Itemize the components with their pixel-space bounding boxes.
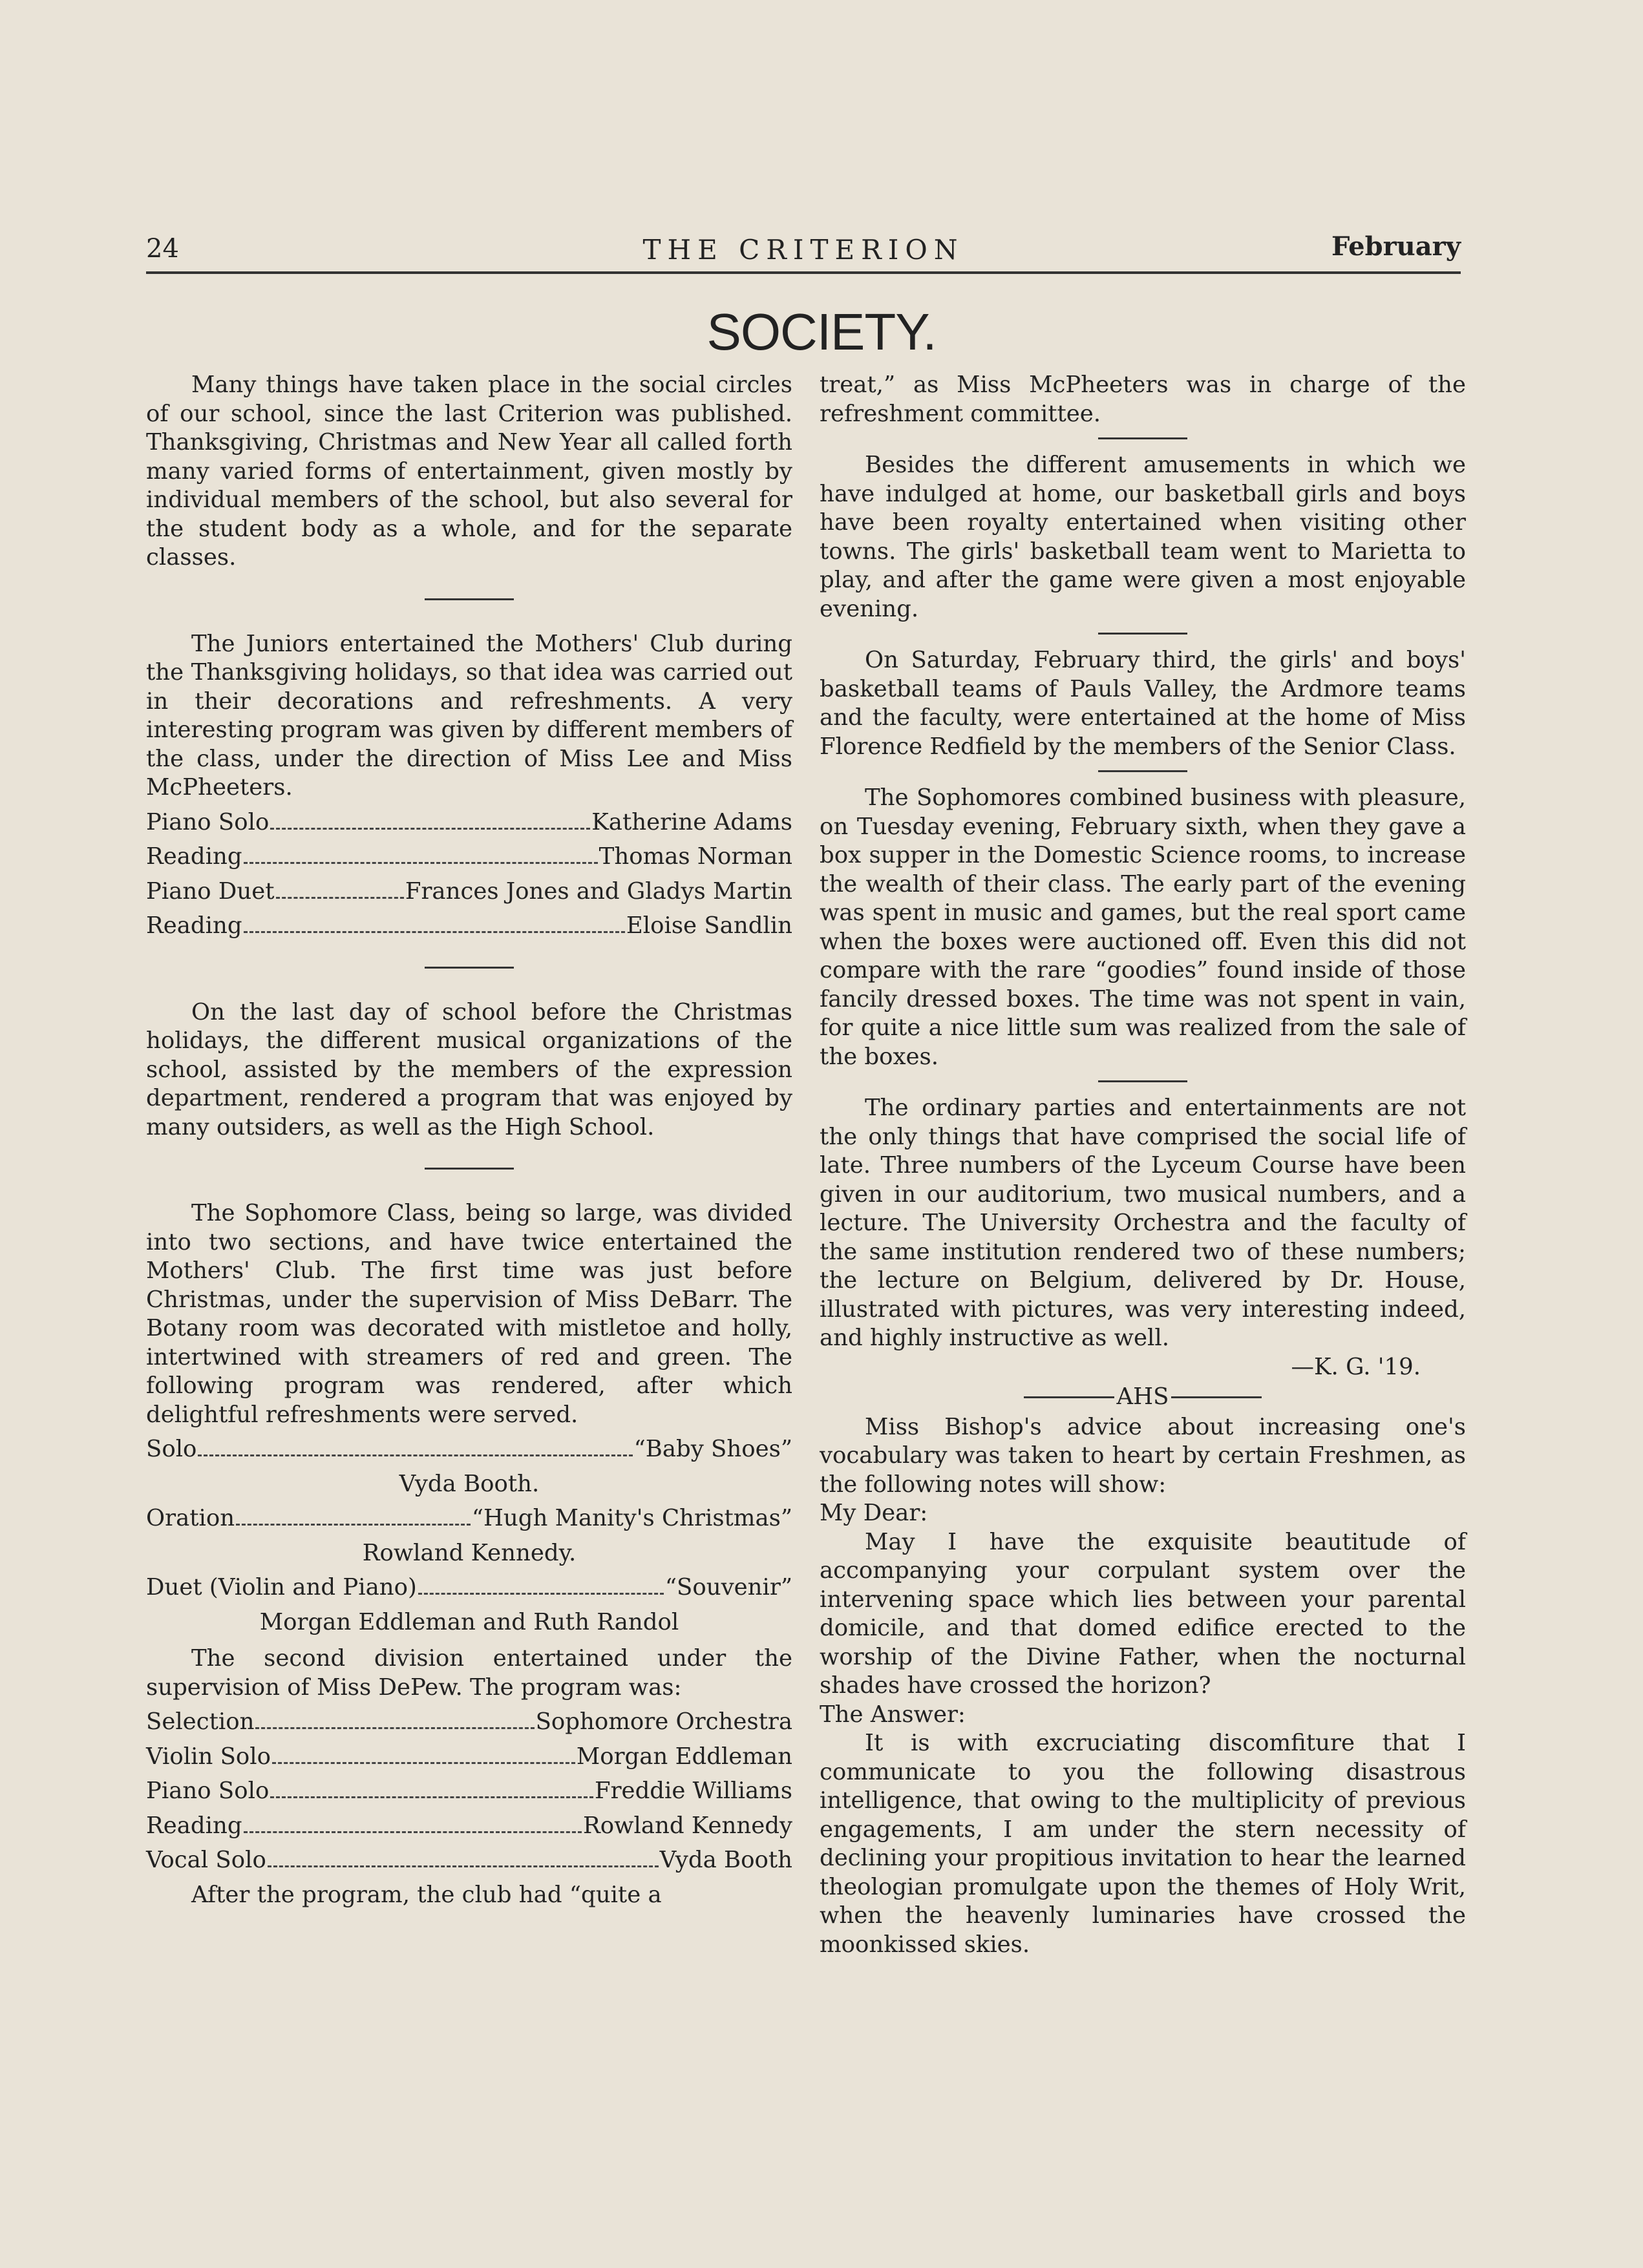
paragraph: On the last day of school before the Christmas holidays, the different musical organizations of the school, assisted by the members of the expression department, rendered a program that was enjoyed by many outsiders, as well as the High School. [146, 998, 792, 1140]
program-performer: “Hugh Manity's Christmas” [471, 1505, 792, 1531]
answer-label: The Answer: [820, 1701, 966, 1728]
leader-dots [244, 1831, 582, 1833]
program-row [146, 843, 792, 872]
separator-rule [1098, 770, 1187, 772]
paragraph: Besides the different amusements in which we have indulged at home, our basketball girls and boys have been royalty entertained when visiting other towns. The girls' basketball team went to Marietta to play, and after the game were given a most enjoyable evening. [820, 452, 1466, 622]
leader-dots [270, 828, 590, 830]
separator-rule [1098, 633, 1187, 635]
paragraph: The Sophomores combined business with pleasure, on Tuesday evening, February sixth, when they gave a box supper in the Domestic Science rooms, to increase the wealth of their class. The early part of the evening was spent in music and games, but the real sport came when the boxes were auctioned off. Even this did not compare with the rare “goodies” found inside of those fancily dressed boxes. The time was not spent in vain, for quite a nice little sum was realized from the sale of the boxes. [820, 784, 1466, 1070]
separator-rule [1098, 1080, 1187, 1082]
program-row [146, 1435, 792, 1464]
program-row [146, 1812, 792, 1841]
program-performer: Eloise Sandlin [626, 912, 792, 939]
program-list-sophomore-second [146, 1708, 792, 1875]
program-item: Piano Duet [146, 877, 275, 905]
leader-dots [198, 1454, 632, 1456]
program-list-juniors [146, 808, 792, 941]
separator-rule [425, 967, 514, 969]
program-row [146, 1573, 792, 1602]
program-performer: Sophomore Orchestra [535, 1708, 792, 1735]
ahs-divider [820, 1383, 1466, 1412]
program-item: Oration [146, 1505, 235, 1531]
program-row [146, 912, 792, 941]
program-item: Reading [146, 912, 242, 939]
program-performer: Rowland Kennedy [583, 1812, 792, 1839]
program-item: Duet (Violin and Piano) [146, 1574, 417, 1601]
program-performer: Katherine Adams [591, 808, 792, 835]
paragraph: The Sophomore Class, being so large, was divided into two sections, and have twice entertained the Mothers' Club. The first time was just before Christmas, under the supervision of Miss DeBarr. The Botany room was decorated with mistletoe and holly, intertwined with streamers of red and green. The following program was rendered, after which delightful refreshments were served. [146, 1200, 792, 1428]
program-row [146, 808, 792, 837]
leader-dots [418, 1593, 664, 1595]
program-row [146, 1743, 792, 1772]
author-signature: —K. G. '19. [1291, 1353, 1421, 1380]
page-number: 24 [146, 234, 179, 264]
program-item: Reading [146, 843, 242, 870]
letter-salutation: My Dear: [820, 1500, 928, 1526]
program-credit: Morgan Eddleman and Ruth Randol [259, 1608, 679, 1635]
program-performer: Freddie Williams [594, 1778, 792, 1804]
program-item: Selection [146, 1708, 255, 1735]
divider-line [1024, 1396, 1114, 1398]
program-item: Solo [146, 1436, 197, 1462]
header-rule [146, 271, 1461, 274]
separator-rule [425, 1168, 514, 1170]
right-column [820, 371, 1466, 1959]
paragraph: Miss Bishop's advice about increasing one's vocabulary was taken to heart by certain Freshmen, as the following notes will show: [820, 1413, 1466, 1498]
leader-dots [276, 897, 404, 899]
program-performer: Thomas Norman [599, 843, 792, 870]
program-credit: Vyda Booth. [399, 1470, 540, 1497]
issue-month: February [1331, 231, 1461, 262]
leader-dots [236, 1524, 471, 1526]
program-performer: Frances Jones and Gladys Martin [405, 877, 792, 905]
section-heading: SOCIETY. [706, 303, 937, 361]
paragraph: May I have the exquisite beautitude of accompanying your corpulant system over the intervening space which lies between your parental domicile, and that domed edifice erected to the worship of the Divine Father, when the nocturnal shades have crossed the horizon? [820, 1528, 1466, 1699]
program-performer: Morgan Eddleman [576, 1743, 792, 1770]
publication-title: THE CRITERION [642, 234, 964, 266]
paragraph: Many things have taken place in the social circles of our school, since the last Criterion was published. Thanksgiving, Christmas and New Year all called forth many varied forms of entertainment, given mostly by individual members of the school, but also several for the student body as a whole, and for the separate classes. [146, 372, 792, 571]
program-item: Violin Solo [146, 1743, 271, 1770]
paragraph: On Saturday, February third, the girls' and boys' basketball teams of Pauls Valley, the Ardmore teams and the faculty, were entertained at the home of Miss Florence Redfield by the members of the Senior Class. [820, 647, 1466, 760]
program-list-sophomore-first [146, 1435, 792, 1637]
program-item: Piano Solo [146, 1778, 270, 1804]
separator-rule [425, 598, 514, 600]
paragraph: treat,” as Miss McPheeters was in charge of the refreshment committee. [820, 372, 1466, 427]
program-performer: Vyda Booth [659, 1847, 792, 1873]
program-row [146, 877, 792, 907]
paragraph: After the program, the club had “quite a [191, 1881, 662, 1908]
leader-dots [255, 1727, 534, 1729]
leader-dots [268, 1865, 659, 1867]
program-item: Reading [146, 1812, 242, 1839]
program-item: Vocal Solo [146, 1847, 266, 1873]
program-row [146, 1708, 792, 1737]
program-row [146, 1504, 792, 1533]
program-performer: “Souvenir” [664, 1574, 792, 1601]
program-performer: “Baby Shoes” [633, 1436, 792, 1462]
leader-dots [270, 1796, 593, 1798]
leader-dots [244, 862, 598, 864]
program-credit: Rowland Kennedy. [362, 1539, 577, 1566]
program-row [146, 1846, 792, 1875]
paragraph: It is with excruciating discomfiture that I communicate to you the following disastrous intelligence, that owing to the multiplicity of previous engagements, I am under the stern necessity of declining your propitious invitation to hear the learned theologian promulgate upon the themes of Holy Writ, when the heavenly luminaries have crossed the moonkissed skies. [820, 1730, 1466, 1958]
divider-line [1171, 1396, 1262, 1398]
paragraph: The second division entertained under the supervision of Miss DePew. The program was: [146, 1645, 792, 1701]
left-column [146, 371, 792, 1909]
separator-rule [1098, 437, 1187, 439]
leader-dots [244, 931, 625, 933]
paragraph: The ordinary parties and entertainments are not the only things that have comprised the social life of late. Three numbers of the Lyceum Course have been given in our auditorium, two musical numbers, and a lecture. The University Orchestra and the faculty of the same institution rendered two of these numbers; the lecture on Belgium, delivered by Dr. House, illustrated with pictures, was very interesting indeed, and highly instructive as well. [820, 1095, 1466, 1351]
paragraph: The Juniors entertained the Mothers' Club during the Thanksgiving holidays, so that idea was carried out in their decorations and refreshments. A very interesting program was given by different members of the class, under the direction of Miss Lee and Miss McPheeters. [146, 630, 792, 801]
divider-label: AHS [1116, 1383, 1169, 1410]
program-row [146, 1777, 792, 1806]
leader-dots [272, 1762, 575, 1764]
program-item: Piano Solo [146, 808, 270, 835]
running-header [146, 231, 1461, 270]
